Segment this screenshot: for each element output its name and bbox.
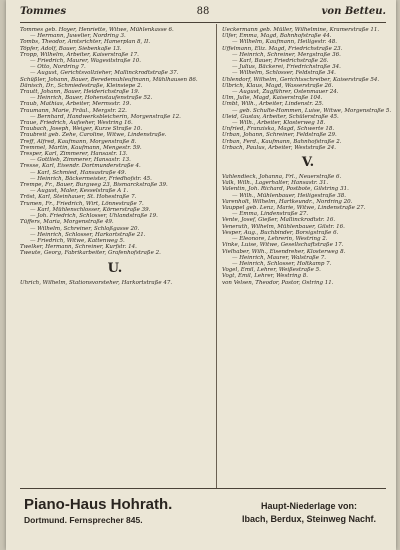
directory-entry: Vinke, Luise, Witwe, Gesellschaftstraße 17.	[222, 242, 344, 249]
directory-entry: Ulfer, Emma, Magd, Bahnhofstraße 44.	[222, 33, 332, 40]
header-right-name: von Betteu.	[321, 6, 386, 17]
directory-entry: Uhlendorf, Wilhelm, Gerichtsschreiber, Kaiserstraße 54.	[222, 76, 380, 83]
directory-entry: von Velsen, Theodor, Pastor, Ostring 11.	[222, 279, 334, 286]
directory-entry: — Heinrich, Schlosser, Holtkamp 7.	[232, 260, 332, 267]
directory-entry: Trumen, Fr., Friedrich, Wirt, Lönnestraße 7.	[20, 200, 144, 207]
ad-subtitle: Dortmund. Fernsprecher 845.	[24, 515, 143, 525]
ad-right-line2: Ibach, Berdux, Steinweg Nachf.	[241, 514, 377, 524]
directory-entry: — Wilhelm, Schlosser, Feldstraße 34.	[232, 70, 336, 77]
right-entries	[222, 27, 394, 151]
directory-entry: — Heinrich, Schlosser, Harkortstraße 21.	[30, 231, 146, 238]
directory-entry: — Heinrich, Bauer, Hohenstaufenstraße 52.	[30, 95, 153, 102]
directory-entry: Schüßler, Johann, Bauer, Beredemuhleufmann, Mühlhausen 86.	[20, 76, 198, 83]
directory-entry: Tombs, Theodor, Amtsrichter, Hamerplan 8, II.	[20, 39, 151, 46]
directory-entry: — Julius, Bäckerei, Friedrichstraße 34.	[232, 64, 341, 71]
directory-entry: — Hermann, Juwelier, Nordring 3.	[30, 33, 126, 40]
advertisement-piano-haus	[24, 496, 214, 526]
directory-entry: Treff, Alfred, Kaufmann, Morgenstraße 8.	[20, 138, 137, 145]
directory-entry: Vogt, Emil, Lehrer, Westring 8.	[222, 273, 309, 280]
directory-entry: Vauppel geb. Lenz, Marie, Witwe, Lindenstraße 27.	[222, 205, 366, 212]
right-after-entries	[222, 174, 394, 286]
directory-entry: — Wilh., Mühlenbauer, Heiligestraße 38.	[232, 192, 346, 199]
directory-entry: Trautt, Johann, Bauer, Heiderichstraße 19.	[20, 89, 140, 96]
section-letter-u: U.	[107, 260, 123, 276]
directory-entry: Tüffers, Maria, Morgenstraße 49.	[20, 219, 114, 226]
directory-entry: — Joh. Friedrich, Schlosser, Uhlandstraße 19.	[30, 213, 158, 220]
page-header	[20, 6, 386, 22]
directory-entry: Urbach, Paulus, Arbeiter, Weststraße 24.	[222, 144, 337, 151]
directory-entry: Uffelmann, Eliz. Magd, Friedrichstraße 23.	[222, 45, 343, 52]
directory-entry: Tröst, Karl, Steinhauer, St. Hohestraße 7.	[20, 194, 137, 201]
directory-entry: — Friedrich, Maurer, Wagesitstraße 10.	[30, 58, 141, 65]
directory-entry: Ueckermann geb. Müller, Wilhelmine, Kramerstraße 11.	[222, 27, 380, 33]
directory-entry: Vielhaber, Wilh., Eisendreher, Klosterweg 8.	[222, 248, 346, 255]
directory-entry: Vahlendieck, Johanna, Frl., Neuerstraße 6.	[222, 174, 342, 181]
directory-entry: — Eleonore, Lehrerin, Westring 2.	[232, 236, 328, 243]
directory-entry: — August, Zugführer, Ostenmauer 24.	[232, 89, 339, 96]
directory-entry: Uhrich, Wilhelm, Stationsvorsteher, Harkortstraße 47.	[20, 279, 173, 286]
directory-entry: Veneruth, Wilhelm, Mühlenbauer, Gilstr. 16.	[222, 223, 345, 230]
advertisement-niederlage	[224, 500, 394, 526]
directory-page	[6, 0, 396, 550]
directory-entry: — Otto, Nordring 7.	[30, 64, 86, 71]
directory-entry: Tommes geb. Hoyer, Henriette, Witwe, Mühlenkasse 6.	[20, 27, 174, 33]
directory-entry: Tresse, Karl, Eisendr. Dortmunderstraße 4.	[20, 163, 141, 170]
directory-entry: Traumann, Marie, Fräul., Mergstr. 22.	[20, 107, 127, 114]
directory-entry: Traubach, Joseph, Weiger, Kurze Straße 10.	[20, 126, 143, 133]
directory-entry: — Friedrich, Witwe, Kattenweg 5.	[30, 237, 125, 244]
directory-entry: Trempe, Fr., Bauer, Burgweg 23, Bismarckstraße 39.	[20, 182, 168, 189]
directory-entry: — Bernhard, Handwerksbleicherin, Morgenstraße 12.	[30, 113, 181, 120]
directory-entry: Töpfer, Adolf, Bauer, Siebenkaße 13.	[20, 45, 122, 52]
directory-entry: Tresper, Karl, Zimmerer, Hansastr. 13.	[20, 151, 128, 158]
directory-entry: — Wilhelm, Schreiner, Schloßgasse 20.	[30, 225, 140, 232]
directory-entry: Twelker, Hermann, Schreiner, Kurfstr. 14.	[20, 244, 137, 251]
right-column	[222, 27, 394, 487]
directory-entry: Urban, Ferd., Kaufmann, Bahnhofstraße 2.	[222, 138, 342, 145]
directory-entry: Traue, Friedrich, Aufseher, Westring 16.	[20, 120, 133, 127]
directory-entry: — Wilhelm, Kaufmann, Heiligestr. 48.	[232, 39, 338, 46]
directory-entry: Traubreit geb. Zehe, Caroline, Witwe, Lindenstraße.	[20, 132, 167, 139]
directory-entry: — Karl, Bauer, Friedrichstraße 26.	[232, 58, 329, 65]
ad-right-line1: Haupt-Niederlage von:	[260, 501, 357, 511]
directory-entry: — August, Gerichtsvollzieher, Mallinckrodtstraße 37.	[30, 70, 179, 77]
directory-entry: — Gottlieb, Zimmerer, Hansastr. 13.	[30, 157, 131, 164]
directory-entry: — Heinrich, Schreiner, Mergstraße 36.	[232, 51, 341, 58]
left-after-entries	[20, 280, 210, 286]
directory-entry: — Karl, Schmied, Hansastraße 49.	[30, 169, 127, 176]
directory-entry: Tweute, Georg, Fabrikarbeiter, Grafenhofstraße 2.	[20, 250, 161, 257]
directory-entry: Valentin, Joh. Richard, Postbote, Gilstring 31.	[222, 186, 349, 193]
directory-entry: — August, Maler, Kesselstraße A 1.	[30, 188, 129, 195]
directory-entry: Dänisch, Dr., Schmiedestraße, Kleinsiepe 2.	[20, 82, 143, 89]
directory-entry: — Heinrich, Maurer, Walstraße 7.	[232, 254, 327, 261]
directory-entry: Traub, Mathias, Arbeiter, Mermsstr. 19.	[20, 101, 132, 108]
directory-entry: Valk, Wilh., Lagerhalter, Hansastr. 31.	[222, 180, 329, 187]
left-column	[20, 27, 210, 487]
directory-entry: Vesper, Aug., Buchbinder, Borsigstraße 6.	[222, 229, 339, 236]
directory-entry: Tropp, Wilhelm, Arbeiter, Kaiserstraße 17.	[20, 51, 139, 58]
header-left-name: Tommes	[20, 6, 67, 17]
left-entries	[20, 27, 210, 257]
directory-entry: Urban, Johann, Schreiner, Feldstraße 29.	[222, 132, 337, 139]
directory-entry: Umbt, Wilh., Arbeiter, Lindenstr. 25.	[222, 101, 324, 108]
directory-entry: Uleid, Gustav, Arbeiter, Schülerstraße 45.	[222, 113, 339, 120]
directory-entry: — geb. Schulte-Hommen, Luise, Witwe, Morgenstraße 5.	[232, 107, 392, 114]
header-rule	[20, 22, 386, 23]
page-number: 88	[196, 6, 210, 17]
directory-entry: — Heinrich, Bäckermeister, Friedhofstr. 45.	[30, 175, 152, 182]
directory-entry: Tremmel, Martin, Kaufmann, Mengestr. 59.	[20, 144, 142, 151]
directory-entry: — Wilh., Arbeiter, Klosterweg 18.	[232, 120, 326, 127]
advertisement-rule	[20, 488, 386, 489]
directory-entry: Unfried, Franziska, Magd, Schwerte 18.	[222, 126, 335, 133]
directory-entry: — Karl, Mühlenschlosser, Körnerstraße 39.	[30, 206, 151, 213]
section-letter-v: V.	[301, 155, 315, 171]
directory-entry: Ulbrich, Klaus, Magd, Wasserstraße 26.	[222, 82, 334, 89]
directory-entry: Varenholt, Wilhelm, Hartkeundr., Nordring 20.	[222, 198, 353, 205]
directory-entry: — Emma, Lindenstraße 27.	[232, 211, 309, 218]
directory-entry: Ulm, Julie, Magd, Kaiserstraße 104.	[222, 95, 323, 102]
directory-entry: Vogel, Emil, Lehrer, Weißestraße 5.	[222, 267, 321, 274]
directory-entry: Vente, Josef, Gießer, Mallinckrodtstr. 16.	[222, 217, 336, 224]
ad-title: Piano-Haus Hohrath.	[24, 496, 173, 513]
column-divider	[216, 24, 217, 488]
